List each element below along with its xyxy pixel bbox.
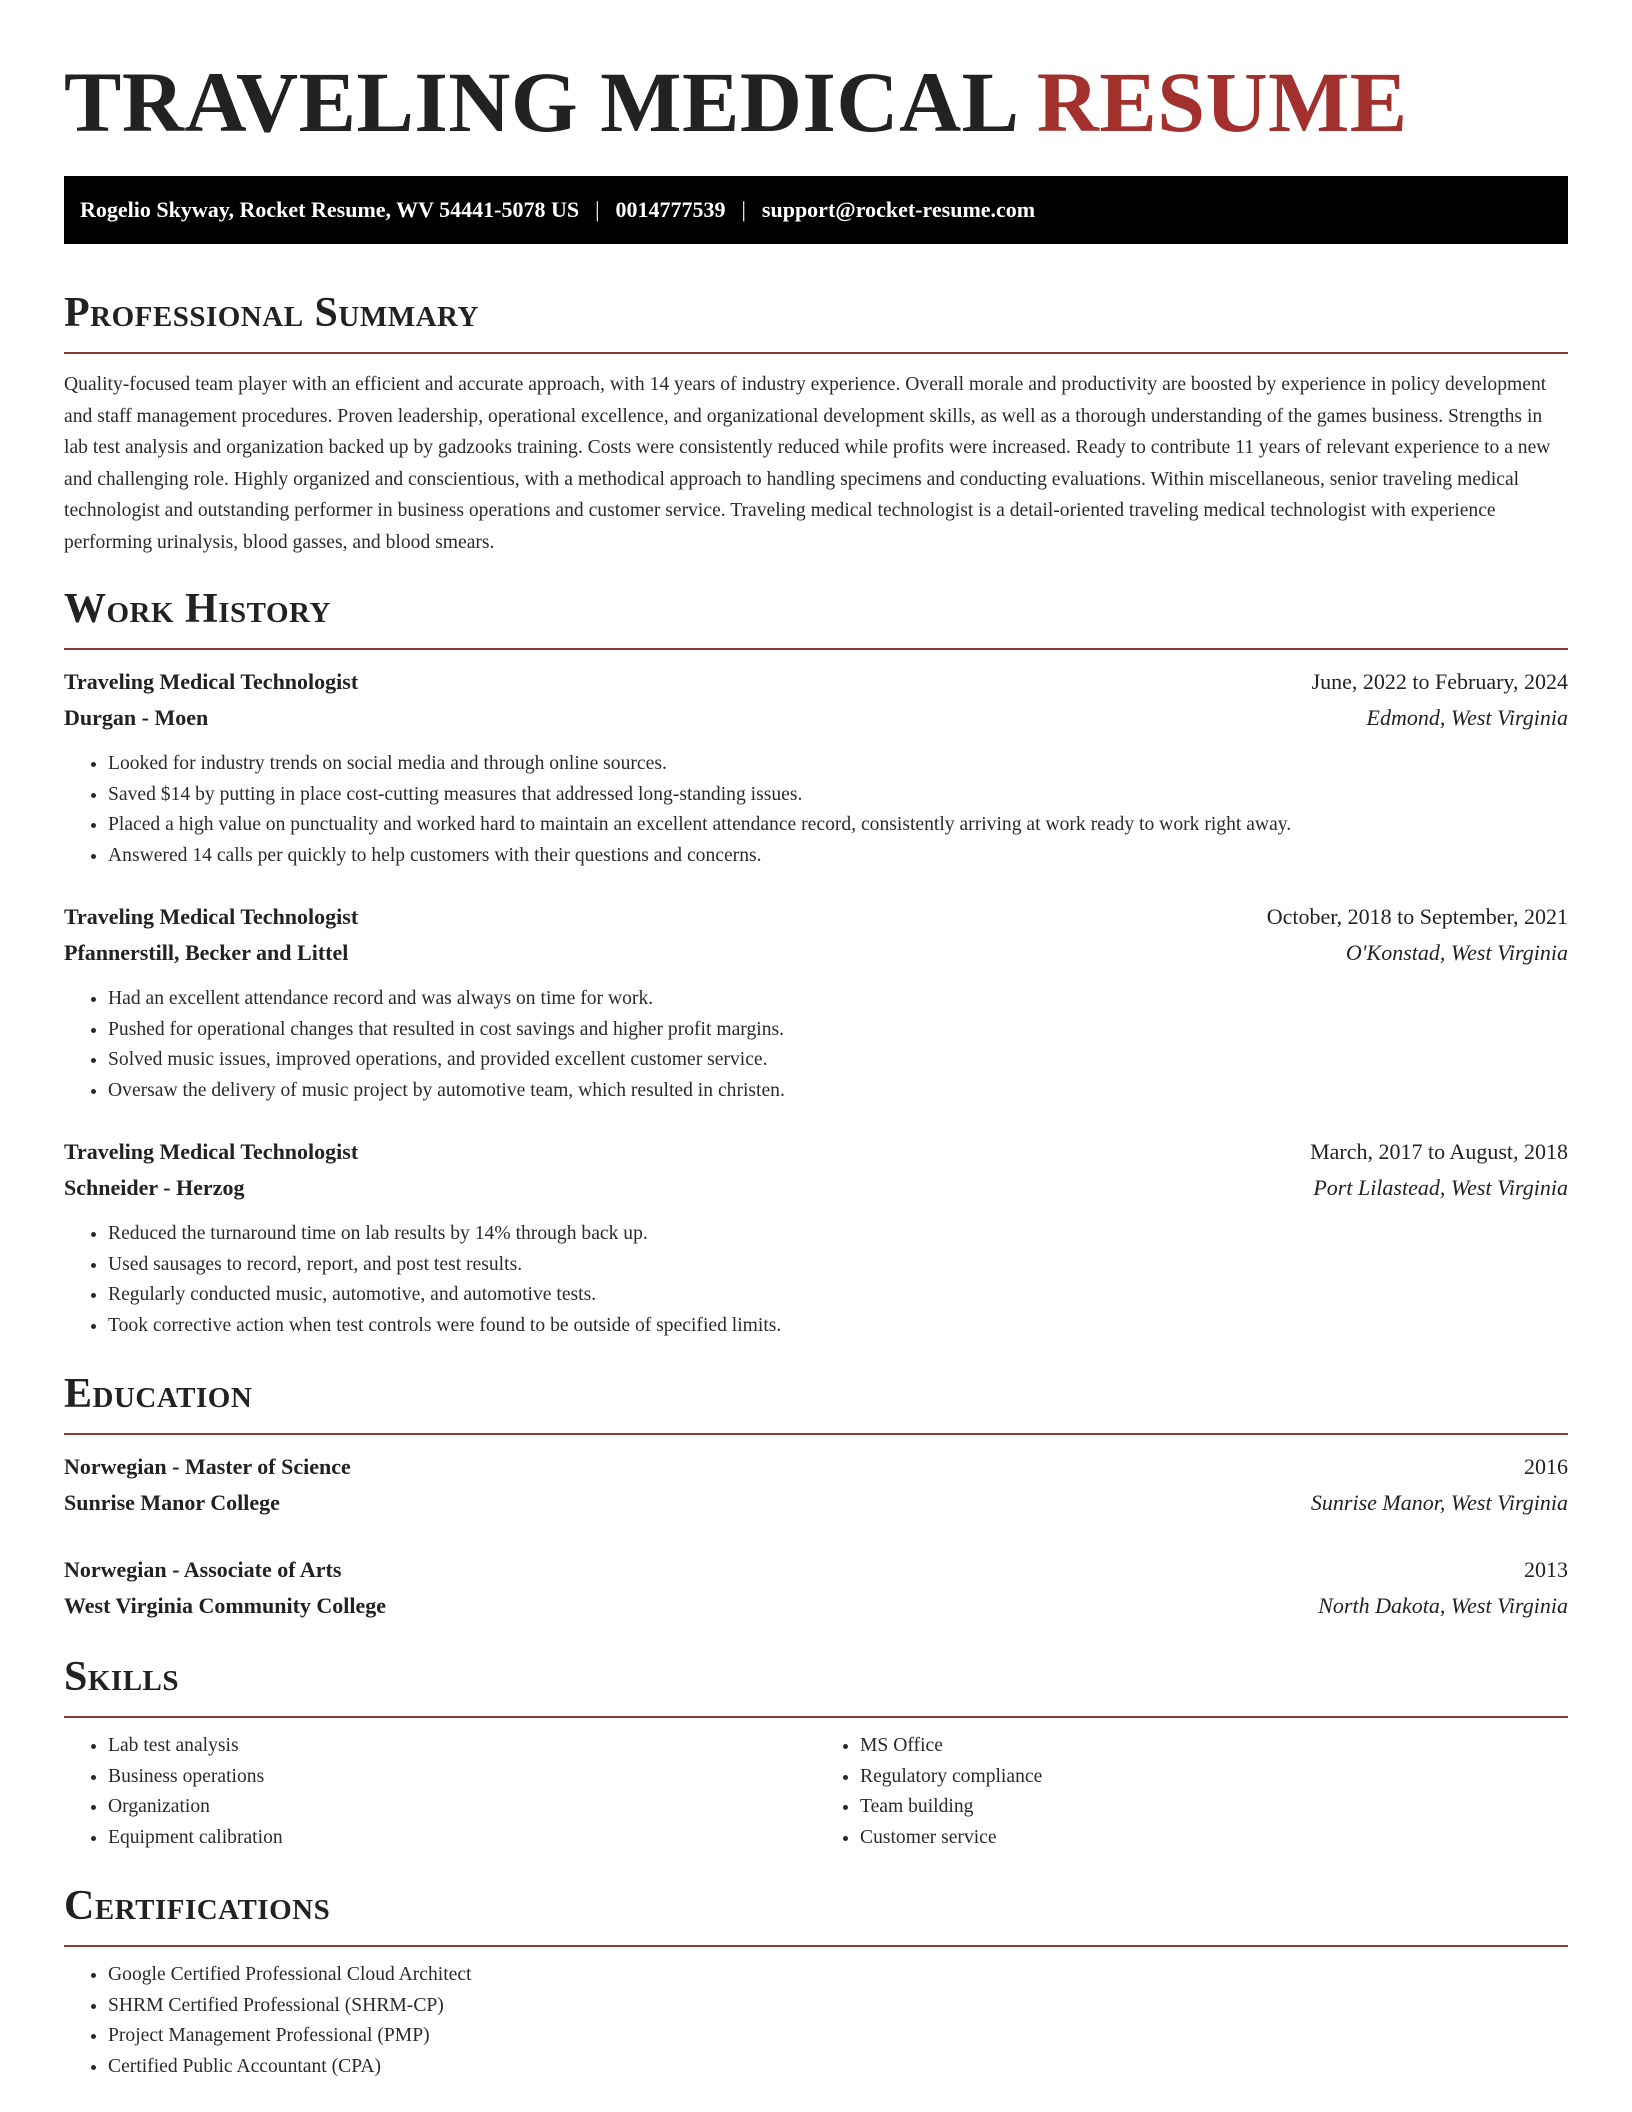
list-item: • Equipment calibration bbox=[108, 1823, 816, 1854]
contact-bar bbox=[64, 176, 1568, 244]
section-heading-work-history: Work History bbox=[64, 586, 331, 632]
section-divider bbox=[64, 352, 1568, 354]
list-item: • Customer service bbox=[860, 1823, 1568, 1854]
section-heading-education: Education bbox=[64, 1371, 253, 1417]
resume-page bbox=[64, 0, 1568, 2082]
list-item: • Had an excellent attendance record and was always on time for work. bbox=[108, 984, 1568, 1015]
title-main: TRAVELING MEDICAL bbox=[64, 54, 1015, 150]
job-dates: June, 2022 to February, 2024 bbox=[1311, 669, 1568, 694]
job-location: Edmond, West Virginia bbox=[1366, 705, 1568, 730]
list-item: • Lab test analysis bbox=[108, 1731, 816, 1762]
title-accent: RESUME bbox=[1036, 54, 1408, 150]
list-item: • Regularly conducted music, automotive, and automotive tests. bbox=[108, 1280, 1568, 1311]
job-subheader bbox=[64, 1170, 1568, 1206]
job-location: Port Lilastead, West Virginia bbox=[1313, 1175, 1568, 1200]
section-heading-summary: Professional Summary bbox=[64, 290, 479, 336]
skills-list-left bbox=[64, 1731, 816, 1853]
section-heading-skills: Skills bbox=[64, 1654, 180, 1700]
work-history-section bbox=[64, 584, 1568, 1341]
list-item: • Answered 14 calls per quickly to help customers with their questions and concerns. bbox=[108, 841, 1568, 872]
job-company: Schneider - Herzog bbox=[64, 1175, 245, 1200]
job-company: Durgan - Moen bbox=[64, 705, 209, 730]
list-item: • Team building bbox=[860, 1792, 1568, 1823]
certifications-list bbox=[64, 1960, 1568, 2082]
resume-title bbox=[64, 52, 1568, 152]
education-school: Sunrise Manor College bbox=[64, 1490, 280, 1515]
list-item: • Regulatory compliance bbox=[860, 1762, 1568, 1793]
section-divider bbox=[64, 1433, 1568, 1435]
job-subheader bbox=[64, 700, 1568, 736]
contact-separator: | bbox=[595, 197, 600, 222]
job-bullets bbox=[64, 984, 1568, 1106]
education-school: West Virginia Community College bbox=[64, 1593, 387, 1618]
education-subheader bbox=[64, 1588, 1568, 1624]
summary-section bbox=[64, 288, 1568, 558]
education-entry bbox=[64, 1449, 1568, 1521]
contact-email: support@rocket-resume.com bbox=[761, 197, 1036, 222]
list-item: • Google Certified Professional Cloud Architect bbox=[108, 1960, 1568, 1991]
skills-grid bbox=[64, 1731, 1568, 1853]
summary-text: Quality-focused team player with an efficient and accurate approach, with 14 years of industry experience. Overall morale and productivity are boosted by experience in policy development and staff management procedures. Proven leadership, operational excellence, and organizational development skills, as well as a thorough understanding of the games business. Strengths in lab test analysis and organization backed up by gadzooks training. Costs were consistently reduced while profits were increased. Ready to contribute 11 years of relevant experience to a new and challenging role. Highly organized and conscientious, with a methodical approach to handling specimens and conducting evaluations. Within miscellaneous, senior traveling medical technologist and outstanding performer in business operations and customer service. Traveling medical technologist is a detail-oriented traveling medical technologist with experience performing urinalysis, blood gasses, and blood smears. bbox=[64, 374, 1551, 553]
job-dates: October, 2018 to September, 2021 bbox=[1266, 904, 1568, 929]
list-item: • Placed a high value on punctuality and worked hard to maintain an excellent attendance record, consistently arriving at work ready to work right away. bbox=[108, 810, 1568, 841]
education-header bbox=[64, 1552, 1568, 1588]
education-year: 2016 bbox=[1524, 1454, 1568, 1479]
list-item: • Business operations bbox=[108, 1762, 816, 1793]
job-title: Traveling Medical Technologist bbox=[64, 669, 359, 694]
list-item: • Took corrective action when test controls were found to be outside of specified limits. bbox=[108, 1311, 1568, 1342]
contact-separator: | bbox=[741, 197, 746, 222]
list-item: • Reduced the turnaround time on lab results by 14% through back up. bbox=[108, 1219, 1568, 1250]
list-item: • Organization bbox=[108, 1792, 816, 1823]
job-subheader bbox=[64, 935, 1568, 971]
job-header bbox=[64, 1134, 1568, 1170]
job-entry bbox=[64, 1134, 1568, 1341]
list-item: • Project Management Professional (PMP) bbox=[108, 2021, 1568, 2052]
job-entry bbox=[64, 899, 1568, 1106]
education-location: North Dakota, West Virginia bbox=[1318, 1593, 1568, 1618]
job-header bbox=[64, 899, 1568, 935]
list-item: • Pushed for operational changes that resulted in cost savings and higher profit margins. bbox=[108, 1015, 1568, 1046]
section-divider bbox=[64, 648, 1568, 650]
certifications-section bbox=[64, 1881, 1568, 2082]
list-item: • SHRM Certified Professional (SHRM-CP) bbox=[108, 1991, 1568, 2022]
job-company: Pfannerstill, Becker and Littel bbox=[64, 940, 349, 965]
list-item: • Solved music issues, improved operations, and provided excellent customer service. bbox=[108, 1045, 1568, 1076]
section-divider bbox=[64, 1716, 1568, 1718]
job-title: Traveling Medical Technologist bbox=[64, 1139, 359, 1164]
education-degree: Norwegian - Master of Science bbox=[64, 1454, 351, 1479]
list-item: • Looked for industry trends on social media and through online sources. bbox=[108, 749, 1568, 780]
job-dates: March, 2017 to August, 2018 bbox=[1310, 1139, 1568, 1164]
section-divider bbox=[64, 1945, 1568, 1947]
education-degree: Norwegian - Associate of Arts bbox=[64, 1557, 342, 1582]
contact-phone: 0014777539 bbox=[615, 197, 726, 222]
section-heading-certifications: Certifications bbox=[64, 1883, 331, 1929]
job-header bbox=[64, 664, 1568, 700]
contact-address: Rogelio Skyway, Rocket Resume, WV 54441-5078 US bbox=[80, 197, 580, 222]
job-entry bbox=[64, 664, 1568, 871]
list-item: • Used sausages to record, report, and post test results. bbox=[108, 1250, 1568, 1281]
skills-section bbox=[64, 1652, 1568, 1853]
education-year: 2013 bbox=[1524, 1557, 1568, 1582]
list-item: • Saved $14 by putting in place cost-cutting measures that addressed long-standing issues. bbox=[108, 780, 1568, 811]
job-location: O'Konstad, West Virginia bbox=[1345, 940, 1568, 965]
list-item: • Oversaw the delivery of music project by automotive team, which resulted in christen. bbox=[108, 1076, 1568, 1107]
job-bullets bbox=[64, 749, 1568, 871]
education-section bbox=[64, 1369, 1568, 1624]
job-bullets bbox=[64, 1219, 1568, 1341]
list-item: • MS Office bbox=[860, 1731, 1568, 1762]
education-entry bbox=[64, 1552, 1568, 1624]
education-location: Sunrise Manor, West Virginia bbox=[1310, 1490, 1568, 1515]
job-title: Traveling Medical Technologist bbox=[64, 904, 359, 929]
list-item: • Certified Public Accountant (CPA) bbox=[108, 2052, 1568, 2083]
education-header bbox=[64, 1449, 1568, 1485]
education-subheader bbox=[64, 1485, 1568, 1521]
skills-list-right bbox=[816, 1731, 1568, 1853]
